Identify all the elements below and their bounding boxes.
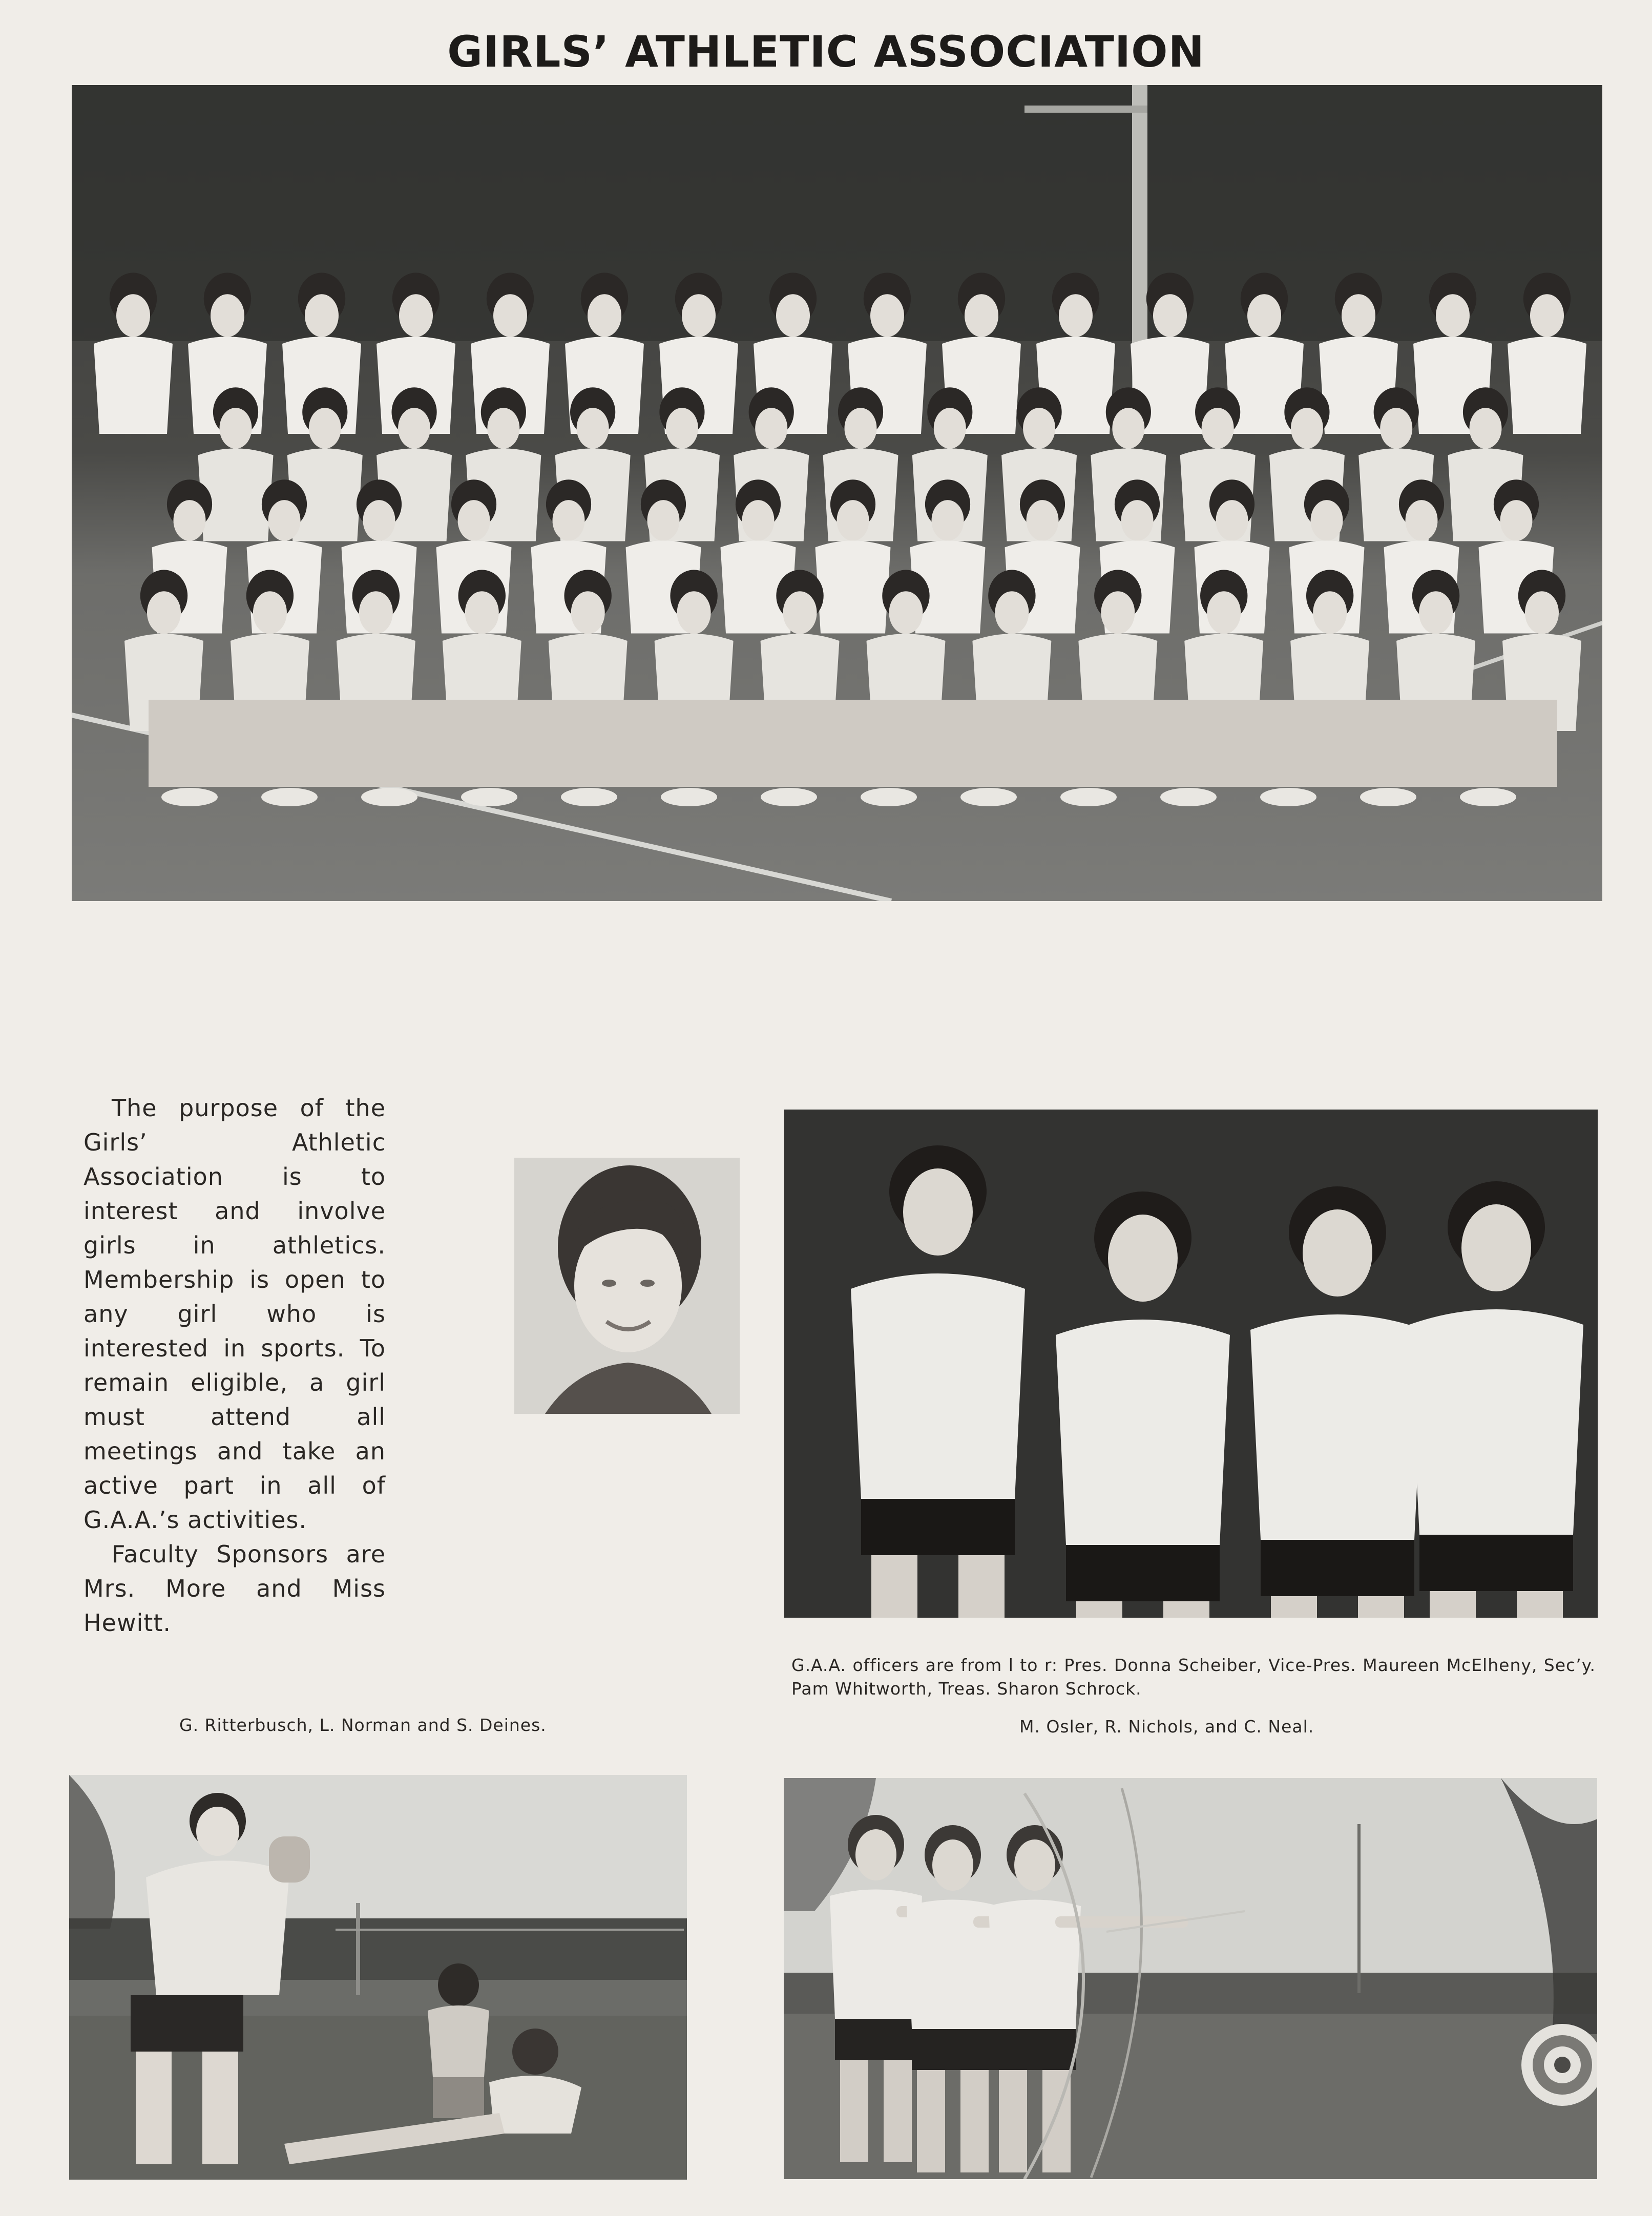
shoe bbox=[1260, 788, 1316, 806]
shoe bbox=[661, 788, 717, 806]
shoe bbox=[261, 788, 318, 806]
shoe bbox=[161, 788, 218, 806]
description-paragraph: The purpose of the Girls’ Athletic Association is to interest and involve girls in athletics. Membership is open to any girl who is interested in sports. To remain eligible, a girl must attend all meetings and take an active part in all of G.A.A.’s activities. bbox=[83, 1094, 386, 1534]
softball-photo bbox=[69, 1775, 687, 2180]
officers-caption: G.A.A. officers are from l to r: Pres. Donna Scheiber, Vice-Pres. Maureen McElheny, Sec’y. Pam Whitworth, Treas. Sharon Schrock. bbox=[791, 1655, 1596, 1699]
shoe bbox=[1460, 788, 1516, 806]
group-photo-image bbox=[72, 85, 1602, 901]
shoe bbox=[461, 788, 517, 806]
shoe bbox=[561, 788, 617, 806]
group-photo bbox=[72, 85, 1602, 901]
association-description bbox=[83, 1091, 386, 1640]
front-row-legs bbox=[149, 700, 1557, 787]
portrait-image bbox=[514, 1158, 740, 1414]
softball-image bbox=[69, 1775, 687, 2180]
shoe bbox=[1360, 788, 1416, 806]
archery-photo bbox=[784, 1778, 1597, 2179]
softball-caption: G. Ritterbusch, L. Norman and S. Deines. bbox=[179, 1715, 547, 1735]
archery-caption: M. Osler, R. Nichols, and C. Neal. bbox=[1019, 1717, 1314, 1737]
officers-image bbox=[784, 1110, 1598, 1618]
shoe bbox=[861, 788, 917, 806]
shoe bbox=[1060, 788, 1117, 806]
page-title: GIRLS’ ATHLETIC ASSOCIATION bbox=[447, 27, 1205, 77]
sponsors-paragraph: Faculty Sponsors are Mrs. More and Miss Hewitt. bbox=[83, 1540, 386, 1637]
shoe bbox=[761, 788, 817, 806]
shoe bbox=[1160, 788, 1217, 806]
shoe bbox=[361, 788, 417, 806]
archery-image bbox=[784, 1778, 1597, 2179]
shoe bbox=[960, 788, 1017, 806]
sponsor-portrait-photo bbox=[514, 1158, 740, 1414]
officers-photo bbox=[784, 1110, 1598, 1618]
